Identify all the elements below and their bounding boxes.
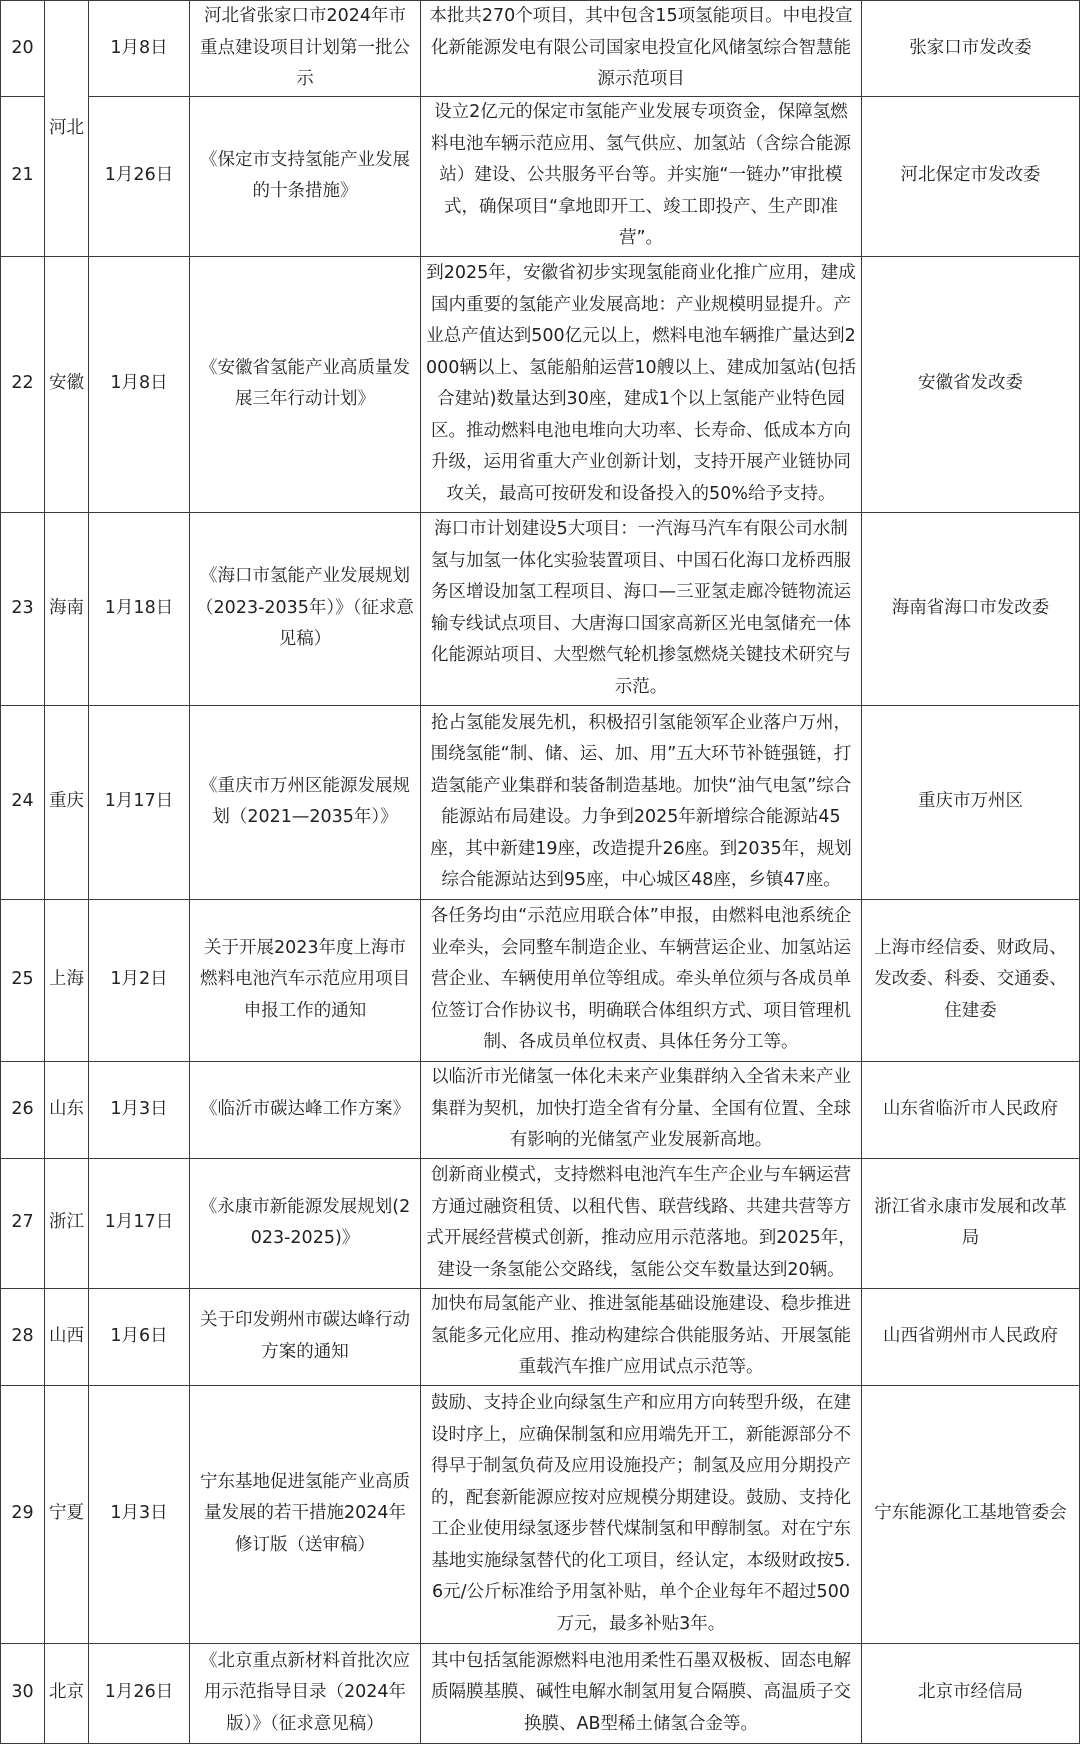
table-row: [1, 1288, 1080, 1385]
province-cell: 浙江: [45, 1158, 89, 1288]
policy-name-cell: 《保定市支持氢能产业发展的十条措施》: [190, 96, 421, 256]
agency-cell: 北京市经信局: [862, 1643, 1080, 1743]
agency-cell: 海南省海口市发改委: [862, 512, 1080, 705]
row-number: 23: [1, 512, 45, 705]
policy-name-cell: 关于开展2023年度上海市燃料电池汽车示范应用项目申报工作的通知: [190, 899, 421, 1061]
province-cell: 北京: [45, 1643, 89, 1743]
date-cell: 1月2日: [89, 899, 190, 1061]
date-cell: 1月18日: [89, 512, 190, 705]
table-row: [1, 1385, 1080, 1643]
province-cell: 海南: [45, 512, 89, 705]
policy-name-cell: 《安徽省氢能产业高质量发展三年行动计划》: [190, 256, 421, 512]
agency-cell: 宁东能源化工基地管委会: [862, 1385, 1080, 1643]
policy-content-cell: 抢占氢能发展先机，积极招引氢能领军企业落户万州，围绕氢能“制、储、运、加、用”五大环节补链强链，打造氢能产业集群和装备制造基地。加快“油气电氢”综合能源站布局建设。力争到2025年新增综合能源站45座，其中新建19座，改造提升26座。到2035年，规划综合能源站达到95座，中心城区48座，乡镇47座。: [421, 705, 862, 899]
date-cell: 1月8日: [89, 1, 190, 97]
table-row: [1, 96, 1080, 256]
row-number: 27: [1, 1158, 45, 1288]
policy-name-cell: 《临沂市碳达峰工作方案》: [190, 1061, 421, 1158]
row-number: 20: [1, 1, 45, 97]
row-number: 28: [1, 1288, 45, 1385]
province-cell: 重庆: [45, 705, 89, 899]
date-cell: 1月17日: [89, 705, 190, 899]
table-row: [1, 256, 1080, 512]
policy-content-cell: 海口市计划建设5大项目：一汽海马汽车有限公司水制氢与加氢一体化实验装置项目、中国石化海口龙桥西服务区增设加氢工程项目、海口—三亚氢走廊冷链物流运输专线试点项目、大唐海口国家高新区光电氢储充一体化能源站项目、大型燃气轮机掺氢燃烧关键技术研究与示范。: [421, 512, 862, 705]
policy-content-cell: 鼓励、支持企业向绿氢生产和应用方向转型升级，在建设时序上，应确保制氢和应用端先开工，新能源部分不得早于制氢负荷及应用设施投产；制氢及应用分期投产的，配套新能源应按对应规模分期建设。鼓励、支持化工企业使用绿氢逐步替代煤制氢和甲醇制氢。对在宁东基地实施绿氢替代的化工项目，经认定，本级财政按5.6元/公斤标准给予用氢补贴，单个企业每年不超过500万元，最多补贴3年。: [421, 1385, 862, 1643]
policy-content-cell: 设立2亿元的保定市氢能产业发展专项资金，保障氢燃料电池车辆示范应用、氢气供应、加氢站（含综合能源站）建设、公共服务平台等。并实施“一链办”审批模式，确保项目“拿地即开工、竣工即投产、生产即准营”。: [421, 96, 862, 256]
policy-content-cell: 创新商业模式，支持燃料电池汽车生产企业与车辆运营方通过融资租赁、以租代售、联营线路、共建共营等方式开展经营模式创新，推动应用示范落地。到2025年，建设一条氢能公交路线，氢能公交车数量达到20辆。: [421, 1158, 862, 1288]
policy-content-cell: 本批共270个项目，其中包含15项氢能项目。中电投宣化新能源发电有限公司国家电投宣化风储氢综合智慧能源示范项目: [421, 1, 862, 97]
policy-name-cell: 《海口市氢能产业发展规划（2023-2035年）》（征求意见稿）: [190, 512, 421, 705]
policy-name-cell: 宁东基地促进氢能产业高质量发展的若干措施2024年修订版（送审稿）: [190, 1385, 421, 1643]
row-number: 21: [1, 96, 45, 256]
table-row: [1, 1158, 1080, 1288]
table-row: [1, 1061, 1080, 1158]
agency-cell: 安徽省发改委: [862, 256, 1080, 512]
row-number: 25: [1, 899, 45, 1061]
policy-name-cell: 《重庆市万州区能源发展规划（2021—2035年）》: [190, 705, 421, 899]
date-cell: 1月3日: [89, 1061, 190, 1158]
table-row: [1, 1, 1080, 97]
policy-name-cell: 河北省张家口市2024年市重点建设项目计划第一批公示: [190, 1, 421, 97]
policy-name-cell: 《北京重点新材料首批次应用示范指导目录（2024年版）》（征求意见稿）: [190, 1643, 421, 1743]
agency-cell: 张家口市发改委: [862, 1, 1080, 97]
policy-content-cell: 其中包括氢能源燃料电池用柔性石墨双极板、固态电解质隔膜基膜、碱性电解水制氢用复合隔膜、高温质子交换膜、AB型稀土储氢合金等。: [421, 1643, 862, 1743]
province-cell: 山东: [45, 1061, 89, 1158]
date-cell: 1月3日: [89, 1385, 190, 1643]
row-number: 26: [1, 1061, 45, 1158]
province-cell: 安徽: [45, 256, 89, 512]
policy-name-cell: 关于印发朔州市碳达峰行动方案的通知: [190, 1288, 421, 1385]
agency-cell: 山西省朔州市人民政府: [862, 1288, 1080, 1385]
agency-cell: 河北保定市发改委: [862, 96, 1080, 256]
table-row: [1, 512, 1080, 705]
policy-content-cell: 加快布局氢能产业、推进氢能基础设施建设、稳步推进氢能多元化应用、推动构建综合供能服务站、开展氢能重载汽车推广应用试点示范等。: [421, 1288, 862, 1385]
date-cell: 1月17日: [89, 1158, 190, 1288]
date-cell: 1月6日: [89, 1288, 190, 1385]
row-number: 30: [1, 1643, 45, 1743]
table-row: [1, 705, 1080, 899]
agency-cell: 浙江省永康市发展和改革局: [862, 1158, 1080, 1288]
policy-content-cell: 到2025年，安徽省初步实现氢能商业化推广应用，建成国内重要的氢能产业发展高地：产业规模明显提升。产业总产值达到500亿元以上，燃料电池车辆推广量达到2000辆以上、氢能船舶运营10艘以上、建成加氢站(包括合建站)数量达到30座，建成1个以上氢能产业特色园区。推动燃料电池电堆向大功率、长寿命、低成本方向升级，运用省重大产业创新计划，支持开展产业链协同攻关，最高可按研发和设备投入的50%给予支持。: [421, 256, 862, 512]
table-row: [1, 899, 1080, 1061]
province-cell: 河北: [45, 1, 89, 257]
date-cell: 1月26日: [89, 1643, 190, 1743]
row-number: 24: [1, 705, 45, 899]
row-number: 29: [1, 1385, 45, 1643]
policy-content-cell: 各任务均由“示范应用联合体”申报，由燃料电池系统企业牵头，会同整车制造企业、车辆营运企业、加氢站运营企业、车辆使用单位等组成。牵头单位须与各成员单位签订合作协议书，明确联合体组织方式、项目管理机制、各成员单位权责、具体任务分工等。: [421, 899, 862, 1061]
agency-cell: 上海市经信委、财政局、发改委、科委、交通委、住建委: [862, 899, 1080, 1061]
province-cell: 上海: [45, 899, 89, 1061]
province-cell: 宁夏: [45, 1385, 89, 1643]
agency-cell: 重庆市万州区: [862, 705, 1080, 899]
row-number: 22: [1, 256, 45, 512]
date-cell: 1月8日: [89, 256, 190, 512]
policy-content-cell: 以临沂市光储氢一体化未来产业集群纳入全省未来产业集群为契机，加快打造全省有分量、全国有位置、全球有影响的光储氢产业发展新高地。: [421, 1061, 862, 1158]
province-cell: 山西: [45, 1288, 89, 1385]
date-cell: 1月26日: [89, 96, 190, 256]
agency-cell: 山东省临沂市人民政府: [862, 1061, 1080, 1158]
policy-name-cell: 《永康市新能源发展规划(2023-2025)》: [190, 1158, 421, 1288]
table-row: [1, 1643, 1080, 1743]
